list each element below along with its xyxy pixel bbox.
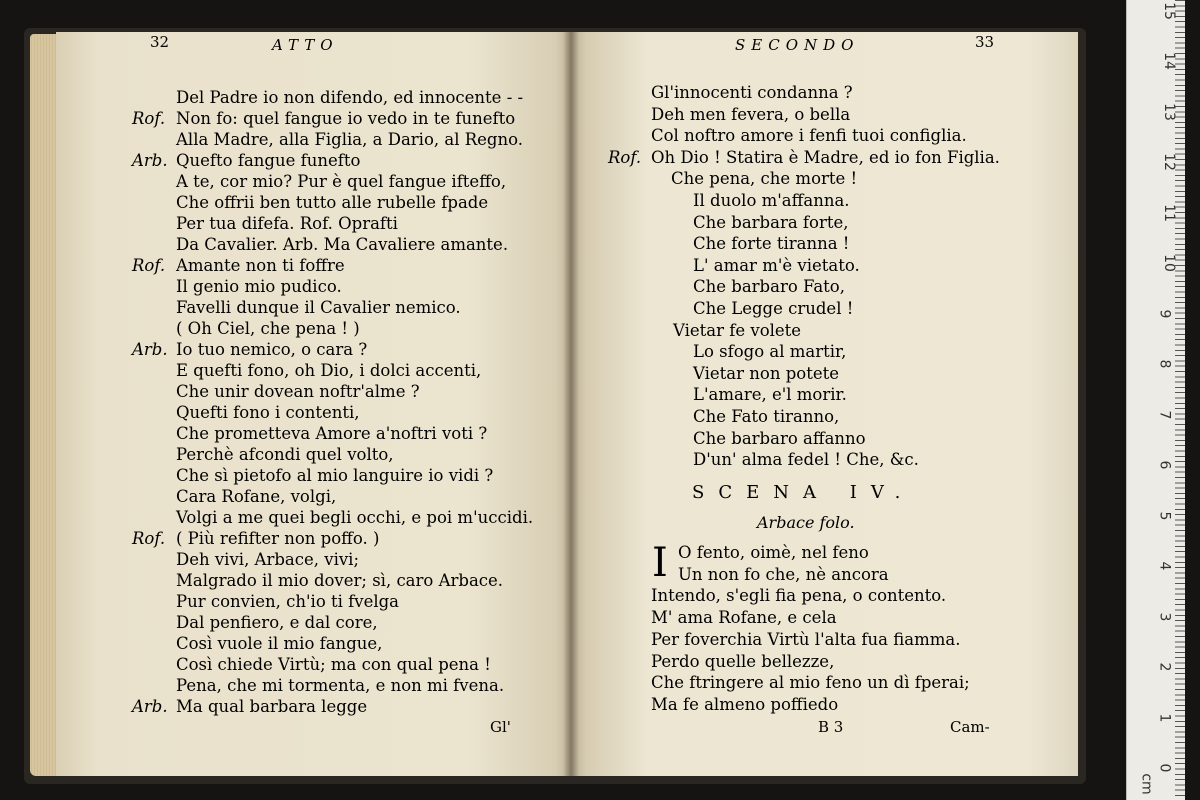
- ruler-number: 15: [1160, 1, 1177, 20]
- text-line: Così chiede Virtù; ma con qual pena !: [176, 655, 491, 674]
- text-line: Pena, che mi tormenta, e non mi fvena.: [176, 676, 505, 695]
- text-line: Che Legge crudel !: [693, 299, 854, 318]
- ruler-number: 1: [1156, 713, 1173, 722]
- scene-line: O fento, oimè, nel feno: [678, 543, 869, 562]
- right-page-number: 33: [975, 33, 995, 51]
- text-line: Che forte tiranna !: [693, 234, 850, 254]
- signature-mark: B 3: [818, 718, 844, 736]
- ruler-number: 9: [1156, 309, 1173, 318]
- text-line: Io tuo nemico, o cara ?: [176, 340, 368, 359]
- scene-line: Ma fe almeno poffiedo: [651, 694, 839, 714]
- text-line: Non fo: quel fangue io vedo in te funefto: [176, 109, 516, 128]
- ruler-number: 10: [1160, 254, 1177, 272]
- text-line: Ma qual barbara legge: [176, 697, 368, 716]
- text-line: Cara Rofane, volgi,: [176, 487, 337, 506]
- ruler-number: 6: [1156, 460, 1173, 470]
- text-line: A te, cor mio? Pur è quel fangue ifteffo,: [176, 172, 507, 191]
- ruler-number: 4: [1156, 561, 1173, 571]
- text-line: Che barbaro Fato,: [693, 277, 845, 297]
- text-line: Amante non ti foffre: [176, 256, 345, 275]
- text-line: Deh vivi, Arbace, vivi;: [176, 550, 360, 569]
- left-catchword: Gl': [490, 718, 511, 736]
- speaker-label: Rof.: [132, 256, 166, 275]
- text-line: Vietar non potete: [693, 363, 839, 383]
- text-line: Che prometteva Amore a'noftri voti ?: [176, 424, 488, 443]
- text-line: Deh men fevera, o bella: [651, 104, 851, 124]
- scene-heading: SCENA IV.: [692, 482, 915, 503]
- text-line: Da Cavalier. Arb. Ma Cavaliere amante.: [176, 235, 509, 254]
- text-line: Col noftro amore i fenfi tuoi configlia.: [651, 126, 967, 146]
- speaker-label: Rof.: [608, 147, 642, 167]
- text-line: D'un' alma fedel ! Che, &c.: [693, 450, 919, 470]
- ruler-number: 0: [1156, 763, 1173, 773]
- text-line: Che Fato tiranno,: [693, 407, 840, 426]
- text-line: Che pena, che morte !: [671, 169, 858, 189]
- ruler-number: 11: [1160, 203, 1177, 222]
- ruler-number: 14: [1160, 52, 1177, 70]
- text-line: Così vuole il mio fangue,: [176, 634, 383, 653]
- text-line: Del Padre io non difendo, ed innocente - -: [176, 88, 524, 107]
- speaker-label: Arb.: [132, 697, 168, 716]
- ruler-number: 12: [1160, 153, 1177, 171]
- speaker-label: Arb.: [132, 340, 168, 359]
- text-line: Perchè afcondi quel volto,: [176, 445, 394, 464]
- scene-line: Perdo quelle bellezze,: [651, 651, 835, 671]
- text-line: L' amar m'è vietato.: [693, 255, 860, 275]
- speaker-label: Rof.: [132, 109, 166, 128]
- text-line: Volgi a me quei begli occhi, e poi m'uccidi.: [176, 508, 534, 527]
- text-line: Oh Dio ! Statira è Madre, ed io fon Figlia.: [651, 147, 1000, 167]
- left-page-number: 32: [150, 33, 170, 51]
- scene-line: Intendo, s'egli fia pena, o contento.: [651, 586, 947, 606]
- ruler-number: 8: [1156, 359, 1173, 369]
- text-line: Il duolo m'affanna.: [693, 191, 850, 210]
- left-running-head: ATTO: [272, 36, 339, 54]
- ruler-number: 2: [1156, 662, 1173, 672]
- text-line: Alla Madre, alla Figlia, a Dario, al Regno.: [176, 130, 523, 149]
- text-line: E quefti fono, oh Dio, i dolci accenti,: [176, 361, 482, 380]
- text-line: L'amare, e'l morir.: [693, 385, 847, 405]
- drop-cap: I: [652, 540, 668, 586]
- text-line: Che barbaro affanno: [693, 428, 866, 448]
- scene-line: Per foverchia Virtù l'alta fua fiamma.: [651, 629, 961, 649]
- right-catchword: Cam-: [950, 718, 990, 736]
- text-line: Pur convien, ch'io ti fvelga: [176, 592, 400, 611]
- text-line: Favelli dunque il Cavalier nemico.: [176, 298, 461, 317]
- right-running-head: SECONDO: [735, 36, 860, 54]
- text-line: Lo sfogo al martir,: [693, 342, 847, 362]
- scene-line: Che ftringere al mio feno un dì fperai;: [651, 673, 970, 693]
- text-line: Il genio mio pudico.: [176, 277, 342, 296]
- text-line: Malgrado il mio dover; sì, caro Arbace.: [176, 571, 504, 590]
- ruler-number: 3: [1156, 612, 1173, 621]
- text-line: Vietar fe volete: [673, 320, 802, 340]
- text-line: ( Oh Ciel, che pena ! ): [176, 319, 360, 338]
- text-line: Dal penfiero, e dal core,: [176, 613, 378, 632]
- text-line: Quefto fangue funefto: [176, 151, 361, 170]
- scene-subtitle: Arbace folo.: [757, 513, 855, 532]
- ruler-number: 13: [1160, 102, 1177, 121]
- scene-line: M' ama Rofane, e cela: [651, 608, 837, 628]
- text-line: Che barbara forte,: [693, 212, 849, 232]
- book-gutter: [563, 32, 579, 776]
- speaker-label: Rof.: [132, 529, 166, 548]
- ruler-number: 5: [1156, 511, 1173, 520]
- ruler-number: 7: [1156, 410, 1173, 419]
- text-line: Quefti fono i contenti,: [176, 403, 360, 422]
- text-line: Che offrii ben tutto alle rubelle fpade: [176, 193, 489, 212]
- ruler-unit: cm: [1138, 773, 1155, 795]
- text-line: Che sì pietofo al mio languire io vidi ?: [176, 466, 494, 485]
- text-line: Che unir dovean noftr'alme ?: [176, 382, 420, 401]
- scene-line: Un non fo che, nè ancora: [678, 564, 889, 584]
- text-line: Gl'innocenti condanna ?: [651, 83, 853, 102]
- speaker-label: Arb.: [132, 151, 168, 170]
- text-line: Per tua difefa. Rof. Oprafti: [176, 214, 398, 233]
- text-line: ( Più refifter non poffo. ): [176, 529, 380, 548]
